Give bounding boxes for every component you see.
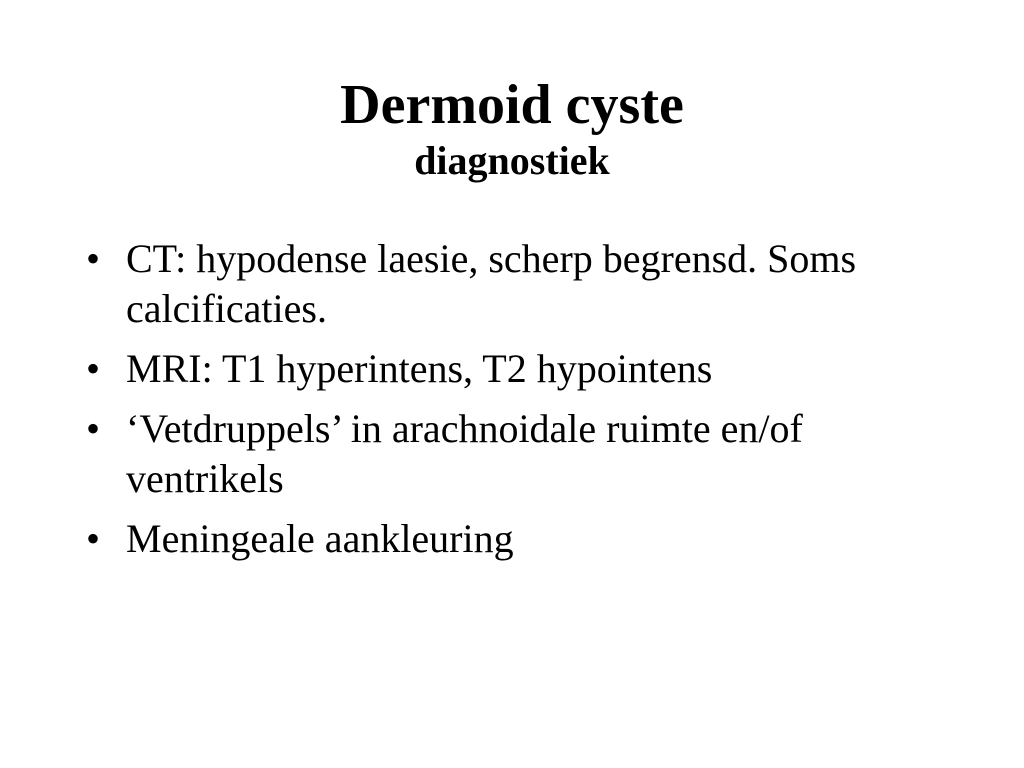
- bullet-item: [86, 234, 946, 334]
- slide-subtitle: diagnostiek: [414, 138, 610, 183]
- title-block: [0, 72, 1024, 184]
- bullet-text: MRI: T1 hyperintens, T2 hypointens: [126, 346, 713, 391]
- bullet-list: [86, 234, 946, 574]
- bullet-item: [86, 404, 946, 504]
- slide-title: Dermoid cyste: [340, 74, 684, 136]
- bullet-item: [86, 514, 946, 564]
- bullet-icon: •: [86, 406, 101, 451]
- bullet-text: ‘Vetdruppels’ in arachnoidale ruimte en/of ventrikels: [126, 406, 803, 501]
- bullet-item: [86, 344, 946, 394]
- bullet-text: Meningeale aankleuring: [126, 516, 514, 561]
- bullet-icon: •: [86, 236, 101, 281]
- bullet-text: CT: hypodense laesie, scherp begrensd. Soms calcificaties.: [126, 236, 857, 331]
- bullet-icon: •: [86, 516, 101, 561]
- bullet-icon: •: [86, 346, 101, 391]
